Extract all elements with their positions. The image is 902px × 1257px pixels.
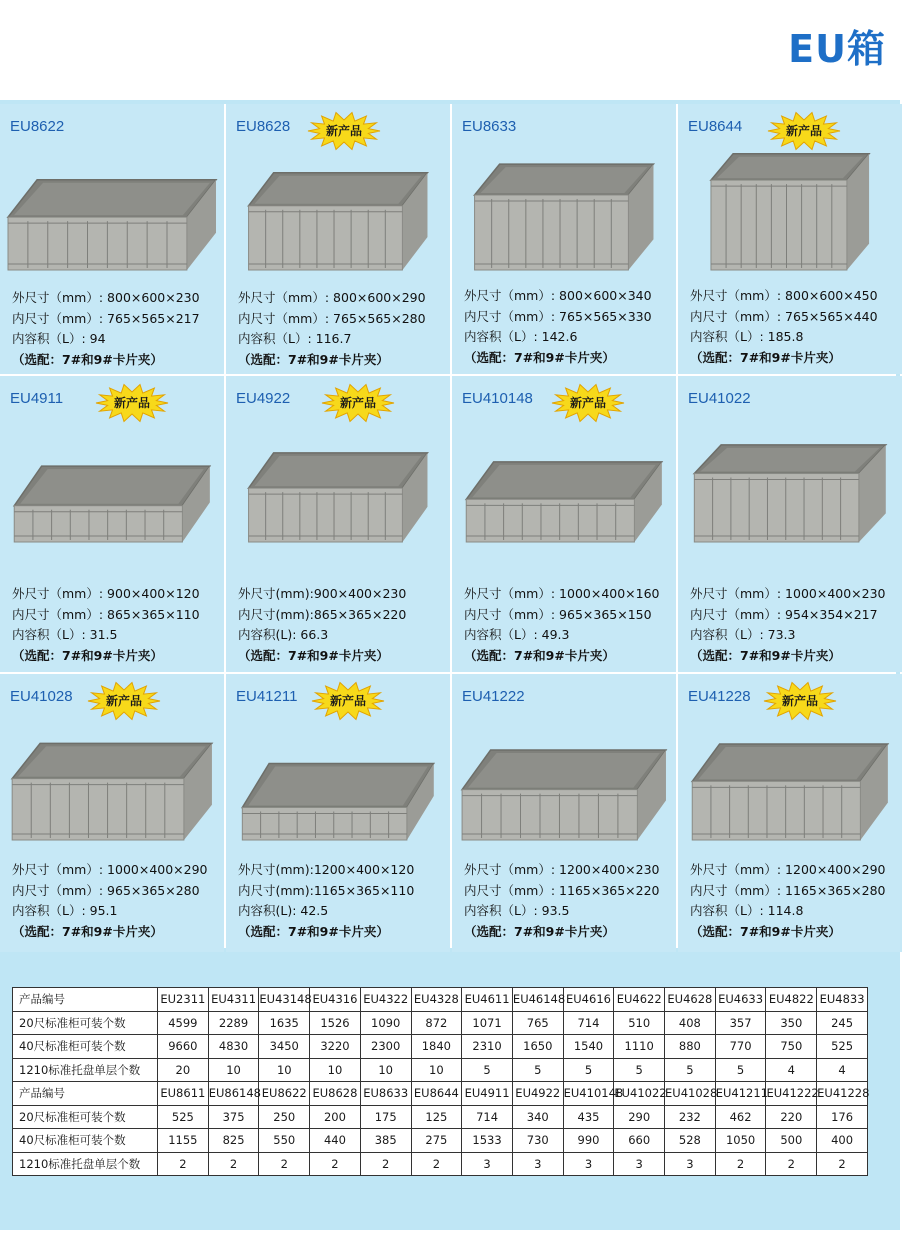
table-cell: 1090	[360, 1011, 411, 1035]
inner-size: 内尺寸(mm):1165×365×110	[238, 882, 415, 898]
table-cell: 10	[360, 1058, 411, 1082]
product-code: EU41211	[236, 688, 298, 705]
table-cell: EU41028	[665, 1082, 716, 1106]
product-code: EU410148	[462, 390, 533, 407]
table-cell: 462	[715, 1105, 766, 1129]
table-cell: EU4616	[563, 988, 614, 1012]
outer-size: 外尺寸（mm）: 800×600×230	[12, 290, 200, 305]
volume: 内容积（L）: 116.7	[238, 331, 352, 346]
accessory-note: （选配：7#和9#卡片夹）	[464, 349, 615, 365]
table-cell: EU8633	[360, 1082, 411, 1106]
table-cell: EU4611	[462, 988, 513, 1012]
table-cell: 714	[462, 1105, 513, 1129]
table-cell: 435	[563, 1105, 614, 1129]
table-cell: 340	[512, 1105, 563, 1129]
table-cell: EU41228	[817, 1082, 868, 1106]
table-cell: 1533	[462, 1129, 513, 1153]
table-cell: EU41211	[715, 1082, 766, 1106]
table-cell: 3	[512, 1152, 563, 1176]
volume: 内容积（L）: 49.3	[464, 627, 570, 642]
table-cell: 232	[665, 1105, 716, 1129]
product-specs	[12, 860, 208, 942]
inner-size: 内尺寸（mm）: 954×354×217	[690, 606, 878, 622]
table-cell: EU2311	[158, 988, 209, 1012]
accessory-note: （选配：7#和9#卡片夹）	[464, 923, 615, 939]
row-header: 20尺标准柜可装个数	[13, 1011, 158, 1035]
page-title: EU箱	[788, 27, 886, 71]
row-header: 40尺标准柜可装个数	[13, 1129, 158, 1153]
crate-image	[460, 730, 668, 840]
product-specs	[238, 288, 426, 370]
new-product-badge	[88, 682, 160, 720]
table-cell: EU8628	[310, 1082, 361, 1106]
table-cell: 2	[158, 1152, 209, 1176]
crate-image	[8, 730, 216, 840]
row-header: 产品编号	[13, 1082, 158, 1106]
table-cell: 2	[411, 1152, 462, 1176]
table-cell: 2	[310, 1152, 361, 1176]
crate-image	[686, 160, 894, 270]
new-product-label: 新产品	[325, 124, 362, 138]
table-cell: 2310	[462, 1035, 513, 1059]
capacity-table	[12, 987, 868, 1176]
inner-size: 内尺寸(mm):865×365×220	[238, 606, 407, 622]
table-cell: 10	[411, 1058, 462, 1082]
product-cell	[0, 674, 224, 952]
accessory-note: （选配：7#和9#卡片夹）	[238, 647, 389, 663]
outer-size: 外尺寸(mm):1200×400×120	[238, 862, 415, 877]
table-cell: 880	[665, 1035, 716, 1059]
table-cell: 3	[563, 1152, 614, 1176]
product-specs	[464, 286, 652, 368]
table-cell: EU410148	[563, 1082, 614, 1106]
table-cell: EU4911	[462, 1082, 513, 1106]
table-cell: 750	[766, 1035, 817, 1059]
outer-size: 外尺寸（mm）: 1000×400×160	[464, 586, 660, 601]
accessory-note: （选配：7#和9#卡片夹）	[12, 923, 163, 939]
inner-size: 内尺寸（mm）: 765×565×330	[464, 308, 652, 324]
new-product-label: 新产品	[781, 694, 818, 708]
table-cell: 5	[614, 1058, 665, 1082]
product-specs	[238, 860, 414, 942]
outer-size: 外尺寸（mm）: 1200×400×290	[690, 862, 886, 877]
row-header: 40尺标准柜可装个数	[13, 1035, 158, 1059]
product-cell	[226, 104, 450, 374]
table-cell: 2	[360, 1152, 411, 1176]
accessory-note: （选配：7#和9#卡片夹）	[238, 351, 389, 367]
product-specs	[12, 288, 200, 370]
volume: 内容积(L): 42.5	[238, 903, 329, 918]
new-product-label: 新产品	[105, 694, 142, 708]
volume: 内容积（L）: 185.8	[690, 329, 804, 344]
table-cell: 440	[310, 1129, 361, 1153]
product-grid	[0, 104, 896, 948]
table-cell: 385	[360, 1129, 411, 1153]
product-code: EU41028	[10, 688, 73, 705]
volume: 内容积（L）: 142.6	[464, 329, 578, 344]
table-cell: 714	[563, 1011, 614, 1035]
table-cell: 357	[715, 1011, 766, 1035]
new-product-badge	[768, 112, 840, 150]
product-specs	[12, 584, 200, 666]
product-cell	[0, 104, 224, 374]
accessory-note: （选配：7#和9#卡片夹）	[238, 923, 389, 939]
table-cell: 2	[766, 1152, 817, 1176]
table-cell: 2	[817, 1152, 868, 1176]
table-cell: EU4922	[512, 1082, 563, 1106]
new-product-badge	[552, 384, 624, 422]
inner-size: 内尺寸（mm）: 965×365×150	[464, 606, 652, 622]
inner-size: 内尺寸（mm）: 965×365×280	[12, 882, 200, 898]
table-cell: 3	[665, 1152, 716, 1176]
product-cell	[226, 376, 450, 672]
table-cell: 245	[817, 1011, 868, 1035]
table-cell: 770	[715, 1035, 766, 1059]
table-cell: 2	[715, 1152, 766, 1176]
table-row	[13, 1035, 868, 1059]
volume: 内容积（L）: 31.5	[12, 627, 118, 642]
table-row	[13, 1129, 868, 1153]
table-cell: EU4328	[411, 988, 462, 1012]
table-cell: 528	[665, 1129, 716, 1153]
crate-image	[234, 730, 442, 840]
table-cell: 660	[614, 1129, 665, 1153]
table-cell: 1155	[158, 1129, 209, 1153]
inner-size: 内尺寸（mm）: 765×565×280	[238, 310, 426, 326]
product-code: EU41228	[688, 688, 751, 705]
table-cell: 275	[411, 1129, 462, 1153]
table-cell: EU4322	[360, 988, 411, 1012]
table-cell: 3220	[310, 1035, 361, 1059]
outer-size: 外尺寸（mm）: 900×400×120	[12, 586, 200, 601]
inner-size: 内尺寸（mm）: 865×365×110	[12, 606, 200, 622]
outer-size: 外尺寸（mm）: 800×600×290	[238, 290, 426, 305]
product-specs	[464, 584, 660, 666]
crate-image	[234, 160, 442, 270]
product-code: EU4922	[236, 390, 291, 407]
table-cell: 2289	[208, 1011, 259, 1035]
table-cell: 1650	[512, 1035, 563, 1059]
table-cell: 1071	[462, 1011, 513, 1035]
table-cell: 872	[411, 1011, 462, 1035]
volume: 内容积（L）: 73.3	[690, 627, 796, 642]
product-cell	[226, 674, 450, 952]
volume: 内容积（L）: 94	[12, 331, 106, 346]
outer-size: 外尺寸（mm）: 1000×400×230	[690, 586, 886, 601]
product-code: EU41222	[462, 688, 525, 705]
table-cell: EU41022	[614, 1082, 665, 1106]
new-product-label: 新产品	[569, 396, 606, 410]
new-product-badge	[308, 112, 380, 150]
product-code: EU8644	[688, 118, 743, 135]
table-cell: 1635	[259, 1011, 310, 1035]
table-cell: EU4633	[715, 988, 766, 1012]
crate-image	[686, 432, 894, 542]
volume: 内容积（L）: 93.5	[464, 903, 570, 918]
product-cell	[452, 376, 676, 672]
table-cell: EU4622	[614, 988, 665, 1012]
product-specs	[690, 584, 886, 666]
crate-image	[234, 432, 442, 542]
table-cell: 350	[766, 1011, 817, 1035]
crate-image	[460, 160, 668, 270]
table-cell: EU43148	[259, 988, 310, 1012]
crate-image	[8, 432, 216, 542]
product-specs	[690, 860, 886, 942]
row-header: 20尺标准柜可装个数	[13, 1105, 158, 1129]
table-cell: EU8622	[259, 1082, 310, 1106]
product-code: EU8628	[236, 118, 291, 135]
table-cell: 408	[665, 1011, 716, 1035]
outer-size: 外尺寸（mm）: 1200×400×230	[464, 862, 660, 877]
outer-size: 外尺寸(mm):900×400×230	[238, 586, 407, 601]
new-product-label: 新产品	[339, 396, 376, 410]
table-cell: 1840	[411, 1035, 462, 1059]
table-cell: 250	[259, 1105, 310, 1129]
accessory-note: （选配：7#和9#卡片夹）	[690, 349, 841, 365]
new-product-label: 新产品	[785, 124, 822, 138]
table-cell: 200	[310, 1105, 361, 1129]
product-code: EU8622	[10, 118, 65, 135]
table-cell: 10	[208, 1058, 259, 1082]
table-cell: 510	[614, 1011, 665, 1035]
table-cell: 5	[512, 1058, 563, 1082]
table-cell: 20	[158, 1058, 209, 1082]
table-cell: 765	[512, 1011, 563, 1035]
table-cell: 5	[462, 1058, 513, 1082]
volume: 内容积(L): 66.3	[238, 627, 329, 642]
outer-size: 外尺寸（mm）: 800×600×340	[464, 288, 652, 303]
new-product-badge	[764, 682, 836, 720]
outer-size: 外尺寸（mm）: 800×600×450	[690, 288, 878, 303]
table-cell: 3	[462, 1152, 513, 1176]
product-cell	[0, 376, 224, 672]
table-cell: 375	[208, 1105, 259, 1129]
table-cell: 3450	[259, 1035, 310, 1059]
table-row	[13, 1082, 868, 1106]
product-specs	[464, 860, 660, 942]
accessory-note: （选配：7#和9#卡片夹）	[12, 351, 163, 367]
table-cell: 10	[310, 1058, 361, 1082]
new-product-badge	[322, 384, 394, 422]
product-code: EU41022	[688, 390, 751, 407]
bottom-margin	[0, 1230, 900, 1257]
table-cell: 4	[766, 1058, 817, 1082]
table-cell: 525	[158, 1105, 209, 1129]
product-cell	[678, 376, 902, 672]
crate-image	[460, 432, 668, 542]
capacity-table-wrap	[12, 987, 868, 1176]
accessory-note: （选配：7#和9#卡片夹）	[12, 647, 163, 663]
product-cell	[452, 104, 676, 374]
table-cell: EU41222	[766, 1082, 817, 1106]
table-cell: EU4833	[817, 988, 868, 1012]
table-cell: 5	[665, 1058, 716, 1082]
table-row	[13, 1058, 868, 1082]
product-code: EU8633	[462, 118, 517, 135]
product-code: EU4911	[10, 390, 64, 407]
table-cell: EU4316	[310, 988, 361, 1012]
product-specs	[238, 584, 406, 666]
accessory-note: （选配：7#和9#卡片夹）	[464, 647, 615, 663]
table-cell: EU86148	[208, 1082, 259, 1106]
inner-size: 内尺寸（mm）: 765×565×217	[12, 310, 200, 326]
table-row	[13, 988, 868, 1012]
table-cell: EU4628	[665, 988, 716, 1012]
outer-size: 外尺寸（mm）: 1000×400×290	[12, 862, 208, 877]
crate-image	[8, 160, 216, 270]
product-cell	[452, 674, 676, 952]
table-cell: 4599	[158, 1011, 209, 1035]
table-cell: 9660	[158, 1035, 209, 1059]
table-cell: 290	[614, 1105, 665, 1129]
crate-image	[686, 730, 894, 840]
inner-size: 内尺寸（mm）: 765×565×440	[690, 308, 878, 324]
table-cell: 730	[512, 1129, 563, 1153]
table-cell: 1540	[563, 1035, 614, 1059]
table-cell: 500	[766, 1129, 817, 1153]
table-row	[13, 1105, 868, 1129]
new-product-badge	[96, 384, 168, 422]
new-product-badge	[312, 682, 384, 720]
table-cell: 3	[614, 1152, 665, 1176]
table-cell: 175	[360, 1105, 411, 1129]
table-cell: 5	[563, 1058, 614, 1082]
inner-size: 内尺寸（mm）: 1165×365×220	[464, 882, 660, 898]
table-cell: 2300	[360, 1035, 411, 1059]
table-cell: EU4822	[766, 988, 817, 1012]
row-header: 1210标准托盘单层个数	[13, 1152, 158, 1176]
accessory-note: （选配：7#和9#卡片夹）	[690, 923, 841, 939]
table-cell: 990	[563, 1129, 614, 1153]
table-row	[13, 1152, 868, 1176]
table-cell: 2	[208, 1152, 259, 1176]
table-cell: 2	[259, 1152, 310, 1176]
table-cell: 400	[817, 1129, 868, 1153]
table-cell: EU4311	[208, 988, 259, 1012]
table-cell: 1526	[310, 1011, 361, 1035]
new-product-label: 新产品	[113, 396, 150, 410]
inner-size: 内尺寸（mm）: 1165×365×280	[690, 882, 886, 898]
product-cell	[678, 104, 902, 374]
volume: 内容积（L）: 95.1	[12, 903, 118, 918]
table-cell: 125	[411, 1105, 462, 1129]
table-cell: 5	[715, 1058, 766, 1082]
accessory-note: （选配：7#和9#卡片夹）	[690, 647, 841, 663]
table-cell: EU8644	[411, 1082, 462, 1106]
table-cell: 525	[817, 1035, 868, 1059]
table-cell: 220	[766, 1105, 817, 1129]
row-header: 产品编号	[13, 988, 158, 1012]
table-cell: 4	[817, 1058, 868, 1082]
table-cell: 825	[208, 1129, 259, 1153]
new-product-label: 新产品	[329, 694, 366, 708]
table-cell: EU8611	[158, 1082, 209, 1106]
table-cell: EU46148	[512, 988, 563, 1012]
product-specs	[690, 286, 878, 368]
volume: 内容积（L）: 114.8	[690, 903, 804, 918]
row-header: 1210标准托盘单层个数	[13, 1058, 158, 1082]
table-cell: 550	[259, 1129, 310, 1153]
table-cell: 4830	[208, 1035, 259, 1059]
table-row	[13, 1011, 868, 1035]
table-cell: 10	[259, 1058, 310, 1082]
table-cell: 176	[817, 1105, 868, 1129]
product-cell	[678, 674, 902, 952]
table-cell: 1110	[614, 1035, 665, 1059]
table-cell: 1050	[715, 1129, 766, 1153]
